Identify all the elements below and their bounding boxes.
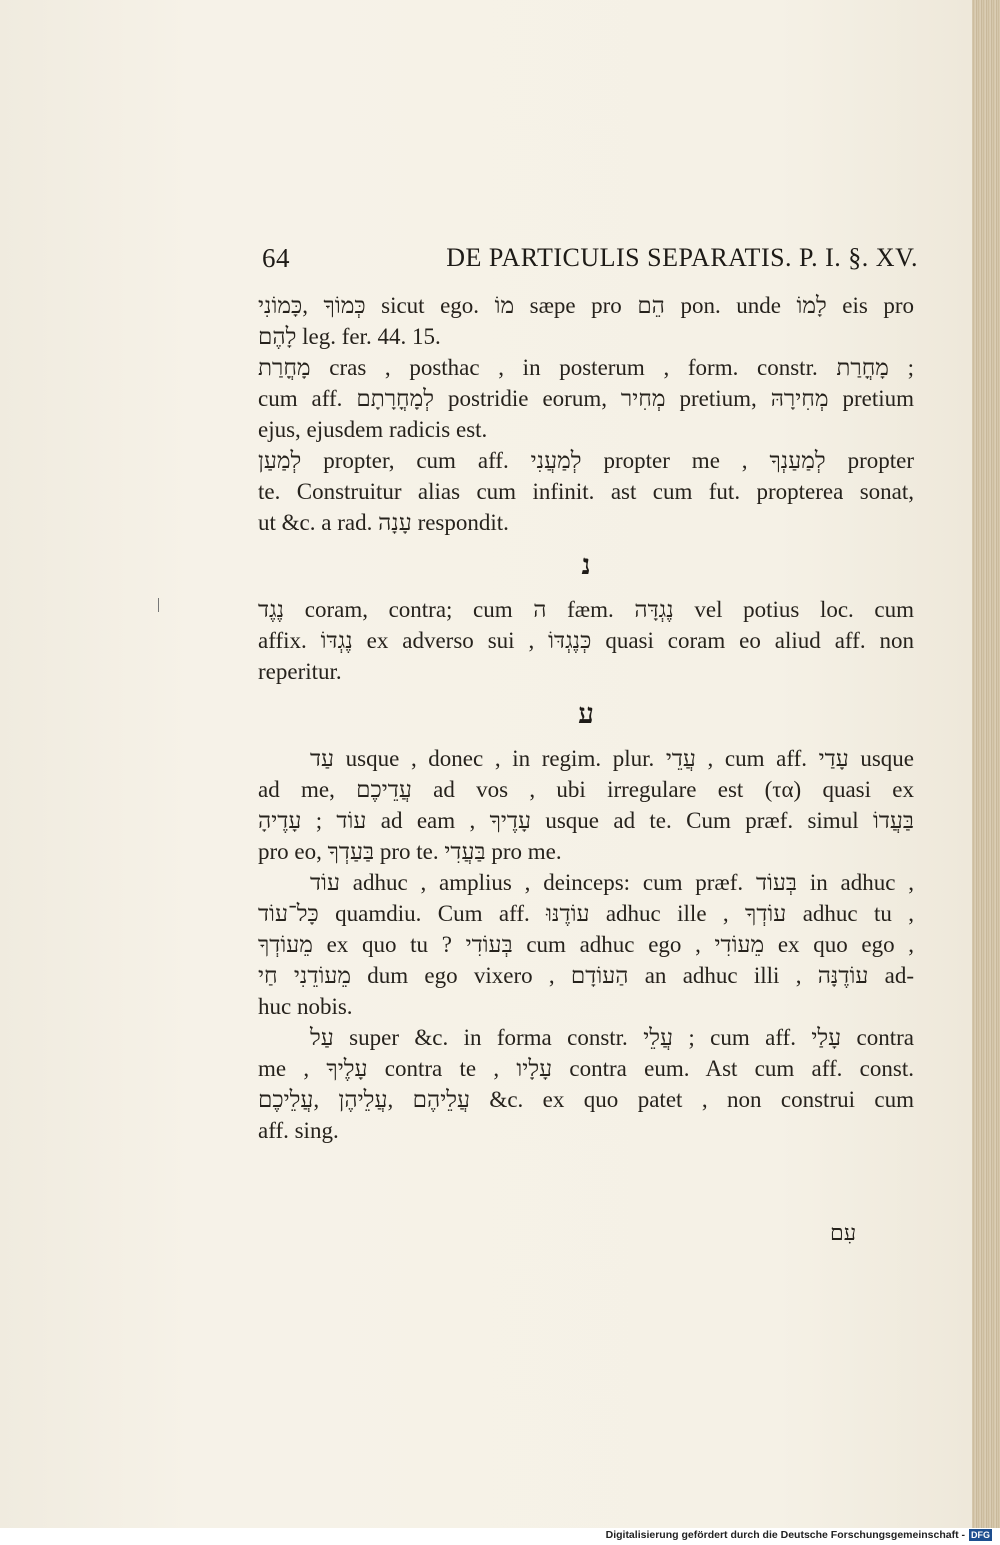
text-line: עֲלֵיהֶם ,עֲלֵיהֶן ,עֲלֵיכֶם &c. ex quo patet , non construi cum xyxy=(258,1087,914,1112)
text-line: נֶגֶד coram, contra; cum ה fæm. נֶגְדָּה vel potius loc. cum xyxy=(258,597,914,622)
text-line: cum aff. לְמָחֳרָתָם postridie eorum, מְחִיר pretium, מְחִירָהּ pretium xyxy=(258,386,914,411)
text-line: me , עָלֶיךָ contra te , עָלָיו contra eum. Ast cum aff. const. xyxy=(258,1056,914,1081)
text-line: עוֹד ; עָדֶיהָ ad eam , עָדֶיךָ usque ad te. Cum præf. simul בַּעֲדוֹ xyxy=(258,808,914,833)
page-fore-edge xyxy=(972,0,1000,1528)
catchword: עִם xyxy=(830,1220,857,1245)
text-line: aff. sing. xyxy=(258,1118,339,1143)
page-number: 64 xyxy=(262,243,290,273)
dfg-logo: DFG xyxy=(971,1530,990,1540)
text-line: מֵעוֹדְךָ ex quo tu ? בְּעוֹדִי cum adhuc ego , מֵעוֹדִי ex quo ego , xyxy=(258,932,914,957)
text-line: ejus, ejusdem radicis est. xyxy=(258,417,488,442)
text-line: pro eo, בַּעַדְךָ pro te. בַּעֲדִי pro me. xyxy=(258,839,562,864)
text-line: huc nobis. xyxy=(258,994,353,1019)
section-letter-nun: נ xyxy=(581,550,591,581)
text-line: ad me, עֲדֵיכֶם ad vos , ubi irregulare est (τα) quasi ex xyxy=(258,777,914,802)
section-letter-ayin: ע xyxy=(578,699,594,730)
credit-text: Digitalisierung gefördert durch die Deutsche Forschungsgemeinschaft - xyxy=(605,1529,965,1541)
text-line: לָהֶם leg. fer. 44. 15. xyxy=(258,324,441,349)
text-line: מֵעוֹדֵנִי חַי dum ego vixero , הַעוֹדָם an adhuc illi , עוֹדֶנָּה ad- xyxy=(258,963,914,988)
text-line: reperitur. xyxy=(258,659,342,684)
text-line: כָּל־עוֹד quamdiu. Cum aff. עוֹדֶנּוּ adhuc ille , עוֹדְךָ adhuc tu , xyxy=(258,901,914,926)
text-line: עַל super &c. in forma constr. עֲלֵי ; cum aff. עָלַי contra xyxy=(310,1025,914,1050)
digitization-credit xyxy=(606,1529,992,1541)
running-title: DE PARTICULIS SEPARATIS. P. I. §. XV. xyxy=(446,243,918,272)
text-line: affix. נֶגְדּוֹ ex adverso sui , כְּנֶגְדּוֹ quasi coram eo aliud aff. non xyxy=(258,628,914,653)
text-line: ut &c. a rad. עָנָה respondit. xyxy=(258,510,509,535)
text-line: עוֹד adhuc , amplius , deinceps: cum præf. בְּעוֹד in adhuc , xyxy=(310,870,914,895)
text-line: כְּמוֹךָ ,כָּמוֹנִי sicut ego. מוֹ sæpe pro הֵם pon. unde לָמוֹ eis pro xyxy=(258,293,914,318)
text-line: עַד usque , donec , in regim. plur. עֲדֵי , cum aff. עָדַי usque xyxy=(310,746,914,771)
text-line: לְמַעַן propter, cum aff. לְמַעֲנִי propter me , לְמַעַנְךָ propter xyxy=(258,448,914,473)
margin-mark xyxy=(158,598,159,612)
page-body xyxy=(258,290,914,1146)
text-line: מָחֳרַת cras , posthac , in posterum , form. constr. מָחֳרַת ; xyxy=(258,355,914,380)
text-line: te. Construitur alias cum infinit. ast cum fut. propterea sonat, xyxy=(258,479,914,504)
